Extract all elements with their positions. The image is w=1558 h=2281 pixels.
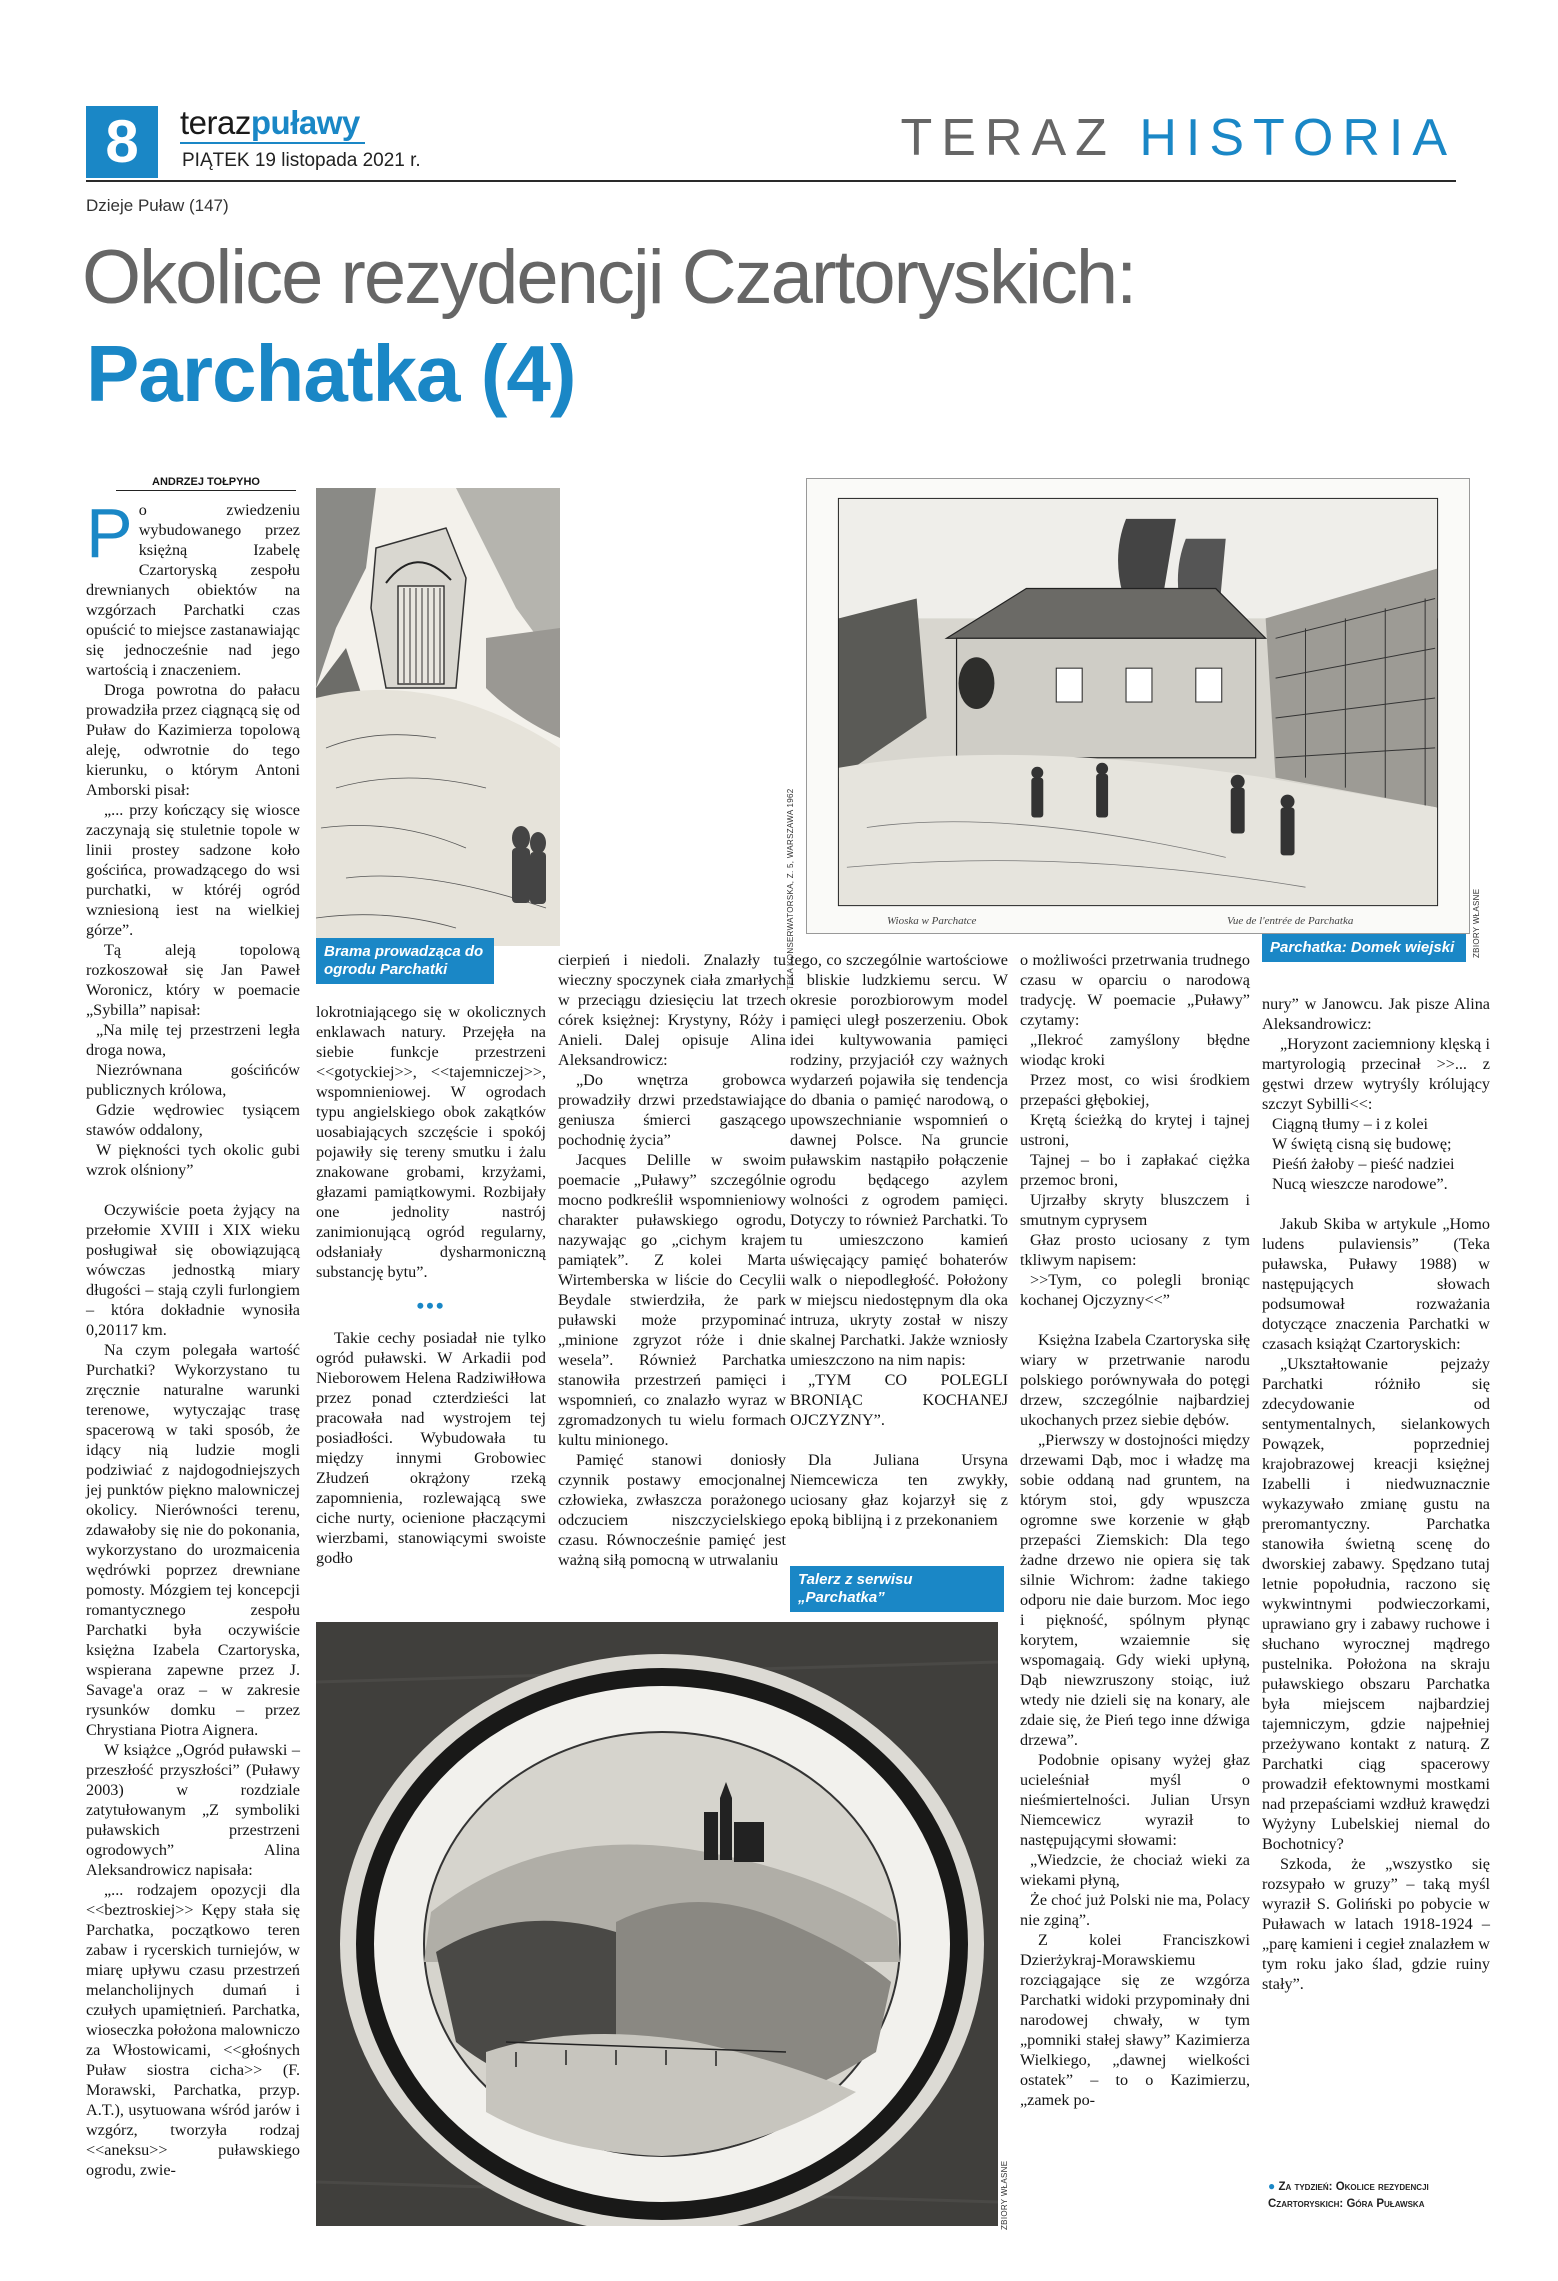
plate-photo-drawing	[316, 1622, 998, 2226]
paragraph: Droga powrotna do pałacu prowadziła przez ciągnącą się od Puław do Kazimierza topolową aleję, odwrotnie do tego kierunku, o którym Antoni Amborski pisał:	[86, 681, 300, 799]
header-divider	[86, 180, 1456, 182]
poem-line: Niezrównana gościńców publicznych królowa,	[86, 1061, 300, 1099]
spacer	[1020, 1310, 1250, 1330]
article-title-line-1: Okolice rezydencji Czartoryskich:	[82, 235, 1136, 320]
quote: „... przy kończący się wiosce zaczynają się stuletnie topole w linii prostey sadzone koło gościńca, prowadzącego do wsi purchatki, w któréj ogród wzniesioną iest na wielkiej górze”.	[86, 801, 300, 939]
paragraph: Dla Juliana Ursyna Niemcewicza ten zwykły, uciosany głaz kojarzył się z epoką biblijną i z przekonaniem	[790, 1451, 1008, 1529]
publication-logo[interactable]	[180, 104, 360, 142]
section-heading	[900, 108, 1456, 168]
paragraph: lokrotniającego się w okolicznych enklawach natury. Przejęła na siebie funkcje przestrzeni <<gotyckiej>>, <<tajemniczej>>, wspomnieniowej. W ogrodach typu angielskiego obok zakątków uosabiających szczęście i spokój pojawiły się tereny smutku i żalu znakowane grobami, krzyżami, głazami pamiątkowymi. Rozbijały one jednolity nastrój zanimionującą ogród regularny, odsłaniały dysharmoniczną substancję bytu”.	[316, 1003, 546, 1281]
poem-line: Gdzie wędrowiec tysiącem stawów oddalony,	[86, 1101, 300, 1139]
next-week-text: Za tydzień: Okolice rezydencji Czartoryskich: Góra Puławska	[1268, 2181, 1429, 2210]
brand-part-2: puławy	[250, 104, 360, 141]
paragraph: o możliwości przetrwania trudnego czasu w oparciu o narodową tradycję. W poemacie „Puławy” czytamy:	[1020, 951, 1250, 1029]
issue-date: PIĄTEK 19 listopada 2021 r.	[182, 150, 421, 171]
inscription: „TYM CO POLEGLI BRONIĄC KOCHANEJ OJCZYZNY”.	[790, 1371, 1008, 1429]
quote: „Pierwszy w dostojności między drzewami Dąb, moc i władzę ma sobie oddaną nad gruntem, na którym stoi, gdy wpuszcza ogromne swe korzenie w głąb przepaści Ziemskich: Dla tego żadne drzewo nie opiera się tak silnie Wichrom: żadne takiego odporu nie daie burzom. Moc iego i piękność, spólnym płynąc korytem, wzaiemnie się wspomagaią. Gdy wieki upłyną, Dąb niewzruszony stoiąc, iuż wtedy nie dzieli się na konary, ale zdaie się, że Pień tego inne dźwiga drzewa”.	[1020, 1431, 1250, 1749]
paragraph: W książce „Ogród puławski – przeszłość przyszłości” (Puławy 2003) w rozdziale zatytułowanym „Z symboliki puławskich przestrzeni ogrodowych” Alina Aleksandrowicz napisała:	[86, 1741, 300, 1879]
photo-plate	[316, 1622, 998, 2226]
quote: „Horyzont zaciemniony klęską i martyrologią przecinał >>... z gęstwi drzew wytryśly królujący szczyt Sybilli<<:	[1262, 1035, 1490, 1113]
series-label: Dzieje Puław (147)	[86, 196, 229, 215]
paragraph: Na czym polegała wartość Purchatki? Wykorzystano tu zręcznie naturalne warunki terenowe, wytyczając trasę spacerową w taki sposób, że idący nią ludzie mogli podziwiać z najdogodniejszych jej punktów piękno malowniczej okolicy. Nierówności terenu, zdawałoby się nie do pokonania, wykorzystano do urozmaicenia wędrówki poprzez drewniane pomosty. Mózgiem tej koncepcji romantycznego zespołu Parchatki była oczywiście księżna Izabela Czartoryska, wspierana zapewne przez J. Savage'a oraz – w zakresie rysunków domku – przez Chrystiana Piotra Aignera.	[86, 1341, 300, 1739]
brand-part-1: teraz	[180, 104, 251, 141]
bullet-icon: ●	[1268, 2179, 1276, 2193]
quote: „Ukształtowanie pejzaży Parchatki różniło się zdecydowanie od sentymentalnych, sielankowych Powązek, poprzedniej krajobrazowej kreacji księżnej Izabelli i niedwuznacznie wykazywało zmianę gustu na preromantyczny. Parchatka stanowiła świetną scenę do dworskiej zabawy. Spędzano tutaj letnie popołudnia, raczono się wykwintnymi podwieczorkami, uprawiano gry i zabawy ruchowe i słuchano wyrocznej mądrego pustelnika. Położona na skraju puławskiego obszaru Parchatka była miejscem najbardziej tajemniczym, gdzie najpełniej przeżywano kontakt z naturą. Z Parchatki ciąg spacerowy prowadził efektownymi mostkami nad przepaściami wzdłuż krawędzi Wyżyny Lubelskiej niemal do Bochotnicy?	[1262, 1355, 1490, 1853]
poem-line: W piękności tych okolic gubi wzrok olśniony”	[86, 1141, 300, 1179]
paragraph: Z kolei Franciszkowi Dzierżykraj-Morawskiemu rozciągające się ze wzgórza Parchatki widoki przypominały dni narodowej chwały, w tym „pomniki stałej sławy” Kazimierza Wielkiego, „dawnej wielkości ostatek” – to o Kazimierzu, „zamek po-	[1020, 1931, 1250, 2109]
spacer	[86, 1180, 300, 1200]
photo-caption-plate: Talerz z serwisu „Parchatka”	[790, 1566, 1004, 1612]
poem-line: Pieśń żałoby – pieść nadziei	[1272, 1155, 1455, 1173]
section-separator: •••	[416, 1293, 446, 1318]
poem-line: >>Tym, co polegli broniąc kochanej Ojczyzny<<”	[1020, 1271, 1250, 1309]
paragraph: Księżna Izabela Czartoryska siłę wiary w przetrwanie narodu polskiego porównywała do potęgi drzew, szczególnie najbardziej ukochanych przez siebie dębów.	[1020, 1331, 1250, 1429]
quote: „Do wnętrza grobowca prowadziły drzwi przedstawiające geniusza śmierci gaszącego pochodnię życia”	[558, 1071, 786, 1149]
section-part-1: TERAZ	[900, 109, 1116, 167]
photo-credit-plate: ZBIORY WŁASNE	[1000, 2160, 1009, 2230]
quote: „... rodzajem opozycji dla <<beztroskiej>> Kępy stała się Parchatka, początkowo teren zabaw i rycerskich turniejów, w miarę upływu czasu przestrzeń melancholijnych dumań i czułych upamiętnień. Parchatka, wioseczka położona malowniczo za Włostowicami, <<głośnych Puław siostra cicha>> (F. Morawski, Parchatka, przyp. A.T.), usytuowana wśród jarów i wzgórz, tworzyła rodzaj <<aneksu>> puławskiego ogrodu, zwie-	[86, 1881, 300, 2179]
poem-line: Przez most, co wisi środkiem przepaści głębokiej,	[1020, 1071, 1250, 1109]
paragraph: tego, co szczególnie wartościowe i bliskie ludzkiemu sercu. W okresie porozbiorowym model pamięci uległ poszerzeniu. Obok idei kultywowania pamięci rodziny, przyjaciół czy ważnych wydarzeń pojawiła się tendencja do dbania o pamięć narodową, o upowszechnianie wspomnień o dawnej Polsce. Na gruncie puławskim nastąpiło połączenie ogrodu będącego azylem wolności z ogrodem pamięci. Dotyczy to również Parchatki. To tu umieszczono kamień uświęcający pamięć bohaterów walk o niepodległość. Położony w miejscu niedostępnym dla oka intruza, ukryty został w niszy skalnej Parchatki. Jakże wzniosły umieszczono na nim napis:	[790, 951, 1008, 1369]
photo-caption-cottage: Parchatka: Domek wiejski	[1262, 934, 1466, 962]
paragraph: cierpień i niedoli. Znalazły tu wieczny spoczynek ciała zmarłych w przeciągu dziesięciu lat trzech córek księżnej: Krystyny, Róży i Anieli. Dalej opisuje Alina Aleksandrowicz:	[558, 951, 786, 1069]
text-column-5	[1020, 950, 1250, 2110]
cottage-engraving-drawing	[807, 479, 1469, 933]
spacer	[790, 1430, 1008, 1450]
drop-cap: P	[86, 494, 133, 572]
photo-cottage-engraving	[806, 478, 1470, 934]
poem-line: Tajnej – bo i zapłakać ciężka przemoc broni,	[1020, 1151, 1250, 1189]
photo-credit-cottage-corner: ZBIORY WŁASNE	[1472, 888, 1481, 958]
poem-line: Że choć już Polski nie ma, Polacy nie zginą”.	[1020, 1891, 1250, 1929]
paragraph: nury” w Janowcu. Jak pisze Alina Aleksandrowicz:	[1262, 995, 1490, 1033]
photo-credit-cottage-source: TEKA KONSERWATORSKA, Z. 5, WARSZAWA 1962	[786, 788, 795, 990]
photo-caption-gate: Brama prowadząca do ogrodu Parchatki	[316, 938, 494, 984]
spacer	[1262, 1194, 1490, 1214]
paragraph: Jacques Delille w swoim poemacie „Puławy” szczególnie mocno podkreślił wspomnieniowy charakter puławskiego ogrodu, nazywając go „cichym krajem pamiątek”. Z kolei Marta Wirtemberska w liście do Cecylii Beydale stwierdziła, że park puławski może przypominać „minione zgryzot róże i dnie wesela”. Również Parchatka stanowiła przestrzeń pamięci i wspomnień, co znalazło wyraz w zgromadzonych tu wielu formach kultu minionego.	[558, 1151, 786, 1449]
text-column-3	[558, 950, 786, 1570]
poem-line: Głaz prosto uciosany z tym tkliwym napisem:	[1020, 1231, 1250, 1269]
logo-underline	[180, 142, 365, 144]
article-title-line-2: Parchatka (4)	[86, 329, 576, 418]
paragraph	[86, 494, 300, 680]
text-column-1	[86, 494, 300, 2180]
poem-line: Krętą ścieżką do krytej i tajnej ustroni,	[1020, 1111, 1250, 1149]
paragraph-text: o zwiedzeniu wybudowanego przez księżną Izabelę Czartoryską zespołu drewnianych obiektów na wzgórzach Parchatki czas opuścić to miejsce zastanawiając się jednocześnie nad jego wartością i znaczeniem.	[86, 501, 300, 679]
paragraph: Jakub Skiba w artykule „Homo ludens pulaviensis” (Teka puławska, Puławy 1988) w następujących słowach podsumował rozważania dotyczące znaczenia Parchatki w czasach książąt Czartoryskich:	[1262, 1215, 1490, 1353]
paragraph: Tą aleją topolową rozkoszował się Jan Paweł Woronicz, który w poemacie „Sybilla” napisał:	[86, 941, 300, 1019]
paragraph: Podobnie opisany wyżej głaz ucieleśniał myśl o nieśmiertelności. Julian Ursyn Niemcewicz wyraził to następującymi słowami:	[1020, 1751, 1250, 1849]
paragraph: Takie cechy posiadał nie tylko ogród puławski. W Arkadii pod Nieborowem Helena Radziwiłłowa przez ponad czterdzieści lat pracowała nad wystrojem tej posiadłości. Wybudowała tu między innymi Grobowiec Złudzeń okrążony rzeką zapomnienia, rozlewającą swe ciche nurty, ocienione płaczącymi wierzbami, stanowiącymi swoiste godło	[316, 1329, 546, 1567]
poem-line: „Na milę tej przestrzeni legła droga nowa,	[86, 1021, 300, 1059]
author-byline: ANDRZEJ TOŁPYHO	[116, 476, 296, 491]
gate-engraving-drawing	[316, 488, 560, 946]
poem-line: „Ilekroć zamyślony błędne wiodąc kroki	[1020, 1031, 1250, 1069]
text-column-6	[1262, 994, 1490, 1994]
text-column-4	[790, 950, 1008, 1530]
page-number: 8	[86, 106, 158, 178]
poem-line: Ciągną tłumy – i z kolei	[1272, 1115, 1429, 1133]
text-column-2	[316, 1002, 546, 1568]
photo-gate-engraving	[316, 488, 560, 946]
poem-line: „Wiedzcie, że chociaż wieki za wiekami płyną,	[1020, 1851, 1250, 1889]
engraving-inscription-right: Vue de l'entrée de Parchatka	[1227, 915, 1354, 927]
paragraph: Szkoda, że „wszystko się rozsypało w gruzy” – taką myśl wyraził S. Goliński po pobycie w Puławach w latach 1918-1924 – „parę kamieni i cegieł znalazłem w tym roku jako ślad, gdzie ruiny stały”.	[1262, 1855, 1490, 1993]
poem-line: W świętą cisną się budowę;	[1272, 1135, 1452, 1153]
paragraph: Pamięć stanowi doniosły czynnik postawy emocjonalnej człowieka, zwłaszcza porażonego odczuciem niszczycielskiego czasu. Równocześnie pamięć jest ważną siłą pomocną w utrwalaniu	[558, 1451, 786, 1569]
section-part-2: HISTORIA	[1139, 109, 1456, 167]
next-week-teaser[interactable]	[1268, 2178, 1490, 2213]
engraving-inscription-left: Wioska w Parchatce	[887, 915, 977, 927]
poem-line: Ujrzałby skryty bluszczem i smutnym cyprysem	[1020, 1191, 1250, 1229]
poem-line: Nucą wieszcze narodowe”.	[1272, 1175, 1448, 1193]
paragraph: Oczywiście poeta żyjący na przełomie XVIII i XIX wieku posługiwał się obowiązującą wówczas jednostką miary długości – stają czyli furlongiem – która dokładnie wynosiła 0,20117 km.	[86, 1201, 300, 1339]
